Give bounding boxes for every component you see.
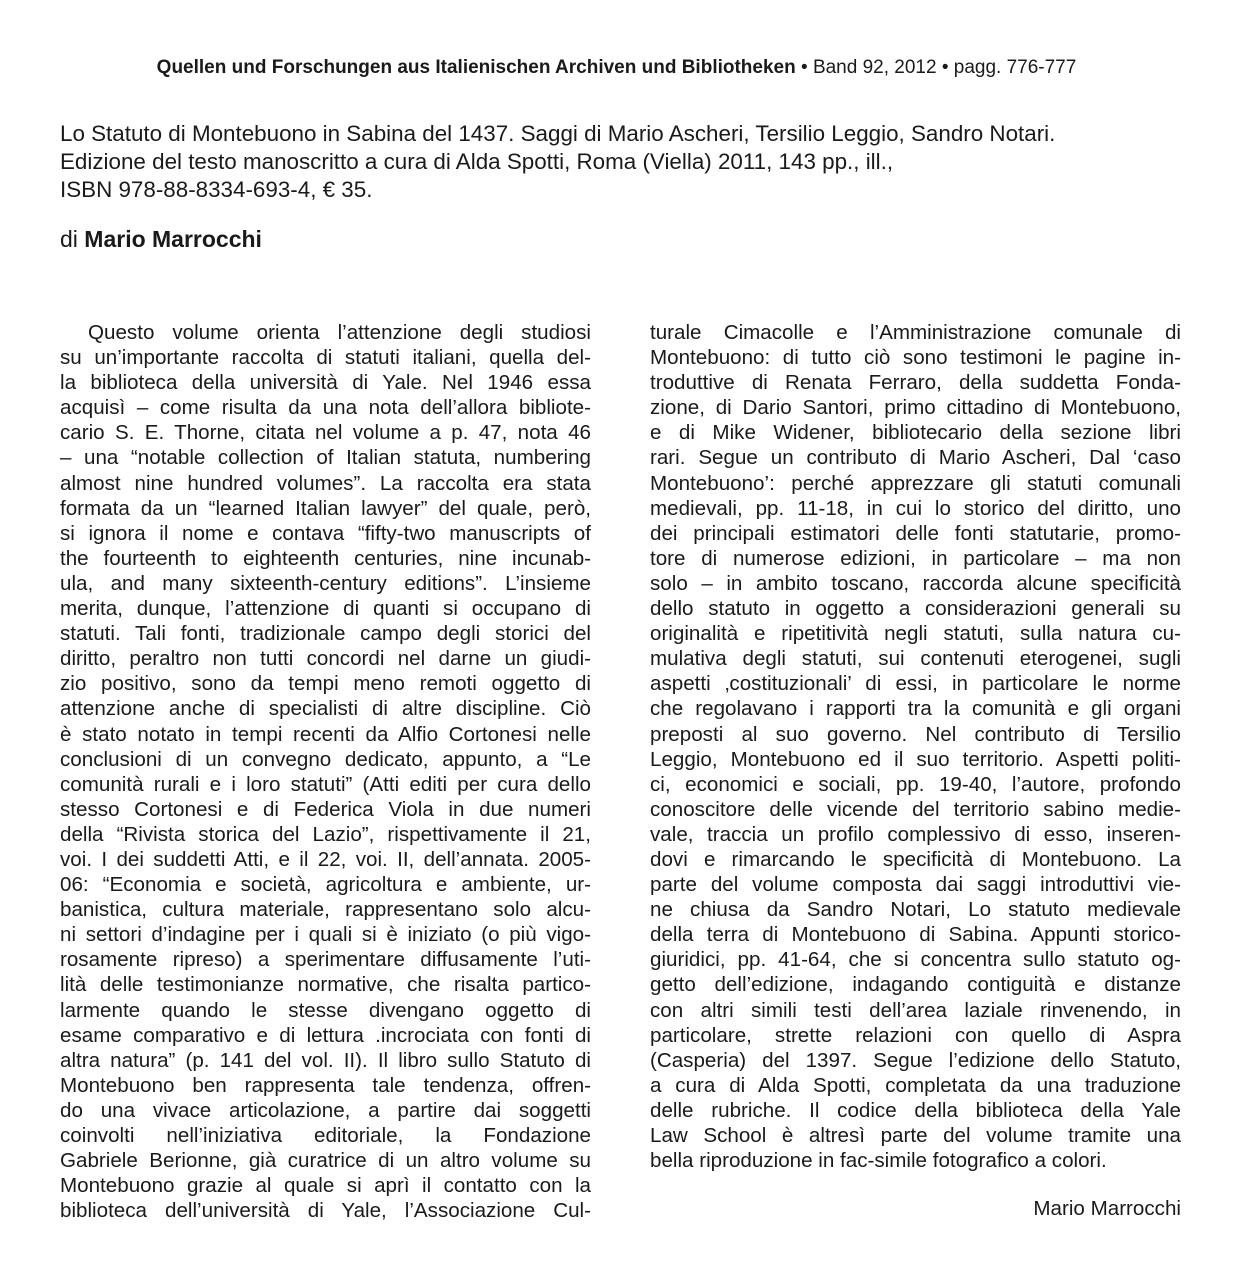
body-text-line: Leggio, Montebuono ed il suo territorio. Aspetti politi- bbox=[650, 747, 1181, 771]
body-text-line: comunità rurali e i loro statuti” (Atti editi per cura dello bbox=[60, 772, 591, 796]
body-text-line: formata da un “learned Italian lawyer” del quale, però, bbox=[60, 496, 591, 520]
body-text-line: particolare, strette relazioni con quello di Aspra bbox=[650, 1023, 1181, 1047]
body-text-line: attenzione anche di specialisti di altre discipline. Ciò bbox=[60, 697, 591, 721]
body-text-line: acquisì – come risulta da una nota dell’allora bibliote- bbox=[60, 396, 591, 420]
author-name: Mario Marrocchi bbox=[84, 226, 262, 252]
body-text-line: Montebuono: di tutto ciò sono testimoni le pagine in- bbox=[650, 346, 1181, 370]
body-text-line: (Casperia) del 1397. Segue l’edizione dello Statuto, bbox=[650, 1048, 1181, 1072]
body-text-line: della terra di Montebuono di Sabina. Appunti storico- bbox=[650, 923, 1181, 947]
body-text-line: getto dell’edizione, indagando contiguità e distanze bbox=[650, 973, 1181, 997]
body-text-line: – una “notable collection of Italian statuta, numbering bbox=[60, 446, 591, 470]
body-text-line: ne chiusa da Sandro Notari, Lo statuto medievale bbox=[650, 898, 1181, 922]
body-text-line: almost nine hundred volumes”. La raccolta era stata bbox=[60, 471, 591, 495]
body-text-line: si ignora il nome e contava “fifty-two manuscripts of bbox=[60, 521, 591, 545]
body-text-line: è stato notato in tempi recenti da Alfio Cortonesi nelle bbox=[60, 722, 591, 746]
body-text-line: solo – in ambito toscano, raccorda alcune specificità bbox=[650, 571, 1181, 595]
body-text-line: medievali, pp. 11-18, in cui lo storico del diritto, uno bbox=[650, 496, 1181, 520]
body-text-line: Questo volume orienta l’attenzione degli studiosi bbox=[88, 321, 591, 344]
journal-header bbox=[0, 56, 1233, 80]
body-text-line: lità delle testimonianze normative, che risalta partico- bbox=[60, 973, 591, 997]
body-text-line: Montebuono ben rappresenta tale tendenza, offren- bbox=[60, 1073, 591, 1097]
body-text-line: ni settori d’indagine per i quali si è iniziato (o più vigo- bbox=[60, 923, 591, 947]
body-text-line: vale, traccia un profilo complessivo di esso, inseren- bbox=[650, 822, 1181, 846]
body-text-line: banistica, cultura materiale, rappresentano solo alcu- bbox=[60, 898, 591, 922]
body-text-line: biblioteca dell’università di Yale, l’Associazione Cul- bbox=[60, 1199, 591, 1223]
body-column-right bbox=[650, 320, 1181, 1173]
body-text-line: originalità e ripetitività negli statuti, sulla natura cu- bbox=[650, 622, 1181, 646]
body-text-line: delle rubriche. Il codice della biblioteca della Yale bbox=[650, 1098, 1181, 1122]
citation-line: Lo Statuto di Montebuono in Sabina del 1437. Saggi di Mario Ascheri, Tersilio Leggio, Sandro Notari. bbox=[60, 121, 1056, 146]
body-text-line: voi. I dei suddetti Atti, e il 22, voi. II, dell’annata. 2005- bbox=[60, 847, 591, 871]
body-text-line: che regolavano i rapporti tra la comunità e gli organi bbox=[650, 697, 1181, 721]
body-text-line: esame comparativo e di lettura .incrociata con fonti di bbox=[60, 1023, 591, 1047]
body-text-line: troduttive di Renata Ferraro, della suddetta Fonda- bbox=[650, 371, 1181, 395]
body-text-line: giuridici, pp. 41-64, che si concentra sullo statuto og- bbox=[650, 948, 1181, 972]
body-text-line: stesso Cortonesi e di Federica Viola in due numeri bbox=[60, 797, 591, 821]
body-text-line: della “Rivista storica del Lazio”, rispettivamente il 21, bbox=[60, 822, 591, 846]
journal-title: Quellen und Forschungen aus Italienischen Archiven und Bibliotheken bbox=[156, 57, 796, 78]
body-text-line: cario S. E. Thorne, citata nel volume a p. 47, nota 46 bbox=[60, 421, 591, 445]
body-text-line: preposti al suo governo. Nel contributo di Tersilio bbox=[650, 722, 1181, 746]
body-text-line: 06: “Economia e società, agricoltura e ambiente, ur- bbox=[60, 873, 591, 897]
body-text-line: la biblioteca della università di Yale. Nel 1946 essa bbox=[60, 371, 591, 395]
body-text-line: conclusioni di un convegno dedicato, appunto, a “Le bbox=[60, 747, 591, 771]
body-text-line: diritto, peraltro non tutti concordi nel darne un giudi- bbox=[60, 647, 591, 671]
body-text-line: the fourteenth to eighteenth centuries, nine incunab- bbox=[60, 546, 591, 570]
body-text-line: statuti. Tali fonti, tradizionale campo degli storici del bbox=[60, 622, 591, 646]
body-text-line: rari. Segue un contributo di Mario Ascheri, Dal ‘caso bbox=[650, 446, 1181, 470]
body-text-line: e di Mike Widener, bibliotecario della sezione libri bbox=[650, 421, 1181, 445]
body-text-line: aspetti ‚costituzionali’ di essi, in particolare le norme bbox=[650, 672, 1181, 696]
body-text-line: dei principali estimatori delle fonti statutarie, promo- bbox=[650, 521, 1181, 545]
book-citation bbox=[60, 120, 1190, 204]
body-text-line: a cura di Alda Spotti, completata da una traduzione bbox=[650, 1073, 1181, 1097]
body-text-line: Law School è altresì parte del volume tramite una bbox=[650, 1124, 1181, 1147]
body-text-line: bella riproduzione in fac-simile fotografico a colori. bbox=[650, 1149, 1107, 1173]
body-text-line: con altri simili testi dell’area laziale rinvenendo, in bbox=[650, 998, 1181, 1022]
body-text-line: mulativa degli statuti, sui contenuti eterogenei, sugli bbox=[650, 647, 1181, 671]
body-text-line: coinvolti nell’iniziativa editoriale, la Fondazione bbox=[60, 1124, 591, 1147]
review-author bbox=[60, 224, 262, 254]
body-text-line: parte del volume composta dai saggi introduttivi vie- bbox=[650, 873, 1181, 897]
signature: Mario Marrocchi bbox=[1033, 1197, 1181, 1220]
body-text-line: dello statuto in oggetto a considerazioni generali su bbox=[650, 597, 1181, 621]
body-text-line: turale Cimacolle e l’Amministrazione comunale di bbox=[650, 321, 1181, 344]
body-text-line: altra natura” (p. 141 del vol. II). Il libro sullo Statuto di bbox=[60, 1048, 591, 1072]
author-prefix: di bbox=[60, 226, 85, 252]
journal-details: • Band 92, 2012 • pagg. 776-777 bbox=[795, 57, 1077, 78]
citation-line: ISBN 978-88-8334-693-4, € 35. bbox=[60, 177, 373, 202]
body-text-line: Montebuono’: perché apprezzare gli statuti comunali bbox=[650, 471, 1181, 495]
body-text-line: do una vivace articolazione, a partire dai soggetti bbox=[60, 1098, 591, 1122]
body-text-line: Gabriele Berionne, già curatrice di un altro volume su bbox=[60, 1149, 591, 1173]
body-text-line: conoscitore delle vicende del territorio sabino medie- bbox=[650, 797, 1181, 821]
body-text-line: dovi e rimarcando le specificità di Montebuono. La bbox=[650, 847, 1181, 871]
body-text-line: su un’importante raccolta di statuti italiani, quella del- bbox=[60, 346, 591, 370]
body-text-line: zione, di Dario Santori, primo cittadino di Montebuono, bbox=[650, 396, 1181, 420]
body-text-line: tore di numerose edizioni, in particolare – ma non bbox=[650, 546, 1181, 570]
body-text-line: ula, and many sixteenth-century editions”. L’insieme bbox=[60, 571, 591, 595]
body-text-line: larmente quando le stesse divengano oggetto di bbox=[60, 998, 591, 1022]
body-text-line: merita, dunque, l’attenzione di quanti si occupano di bbox=[60, 597, 591, 621]
citation-line: Edizione del testo manoscritto a cura di Alda Spotti, Roma (Viella) 2011, 143 pp., ill., bbox=[60, 149, 894, 174]
body-column-left bbox=[60, 320, 591, 1223]
body-text-line: rosamente ripreso) a sperimentare diffusamente l’uti- bbox=[60, 948, 591, 972]
body-text-line: ci, economici e sociali, pp. 19-40, l’autore, profondo bbox=[650, 772, 1181, 796]
body-text-line: zio positivo, sono da tempi meno remoti oggetto di bbox=[60, 672, 591, 696]
body-text-line: Montebuono grazie al quale si aprì il contatto con la bbox=[60, 1174, 591, 1198]
